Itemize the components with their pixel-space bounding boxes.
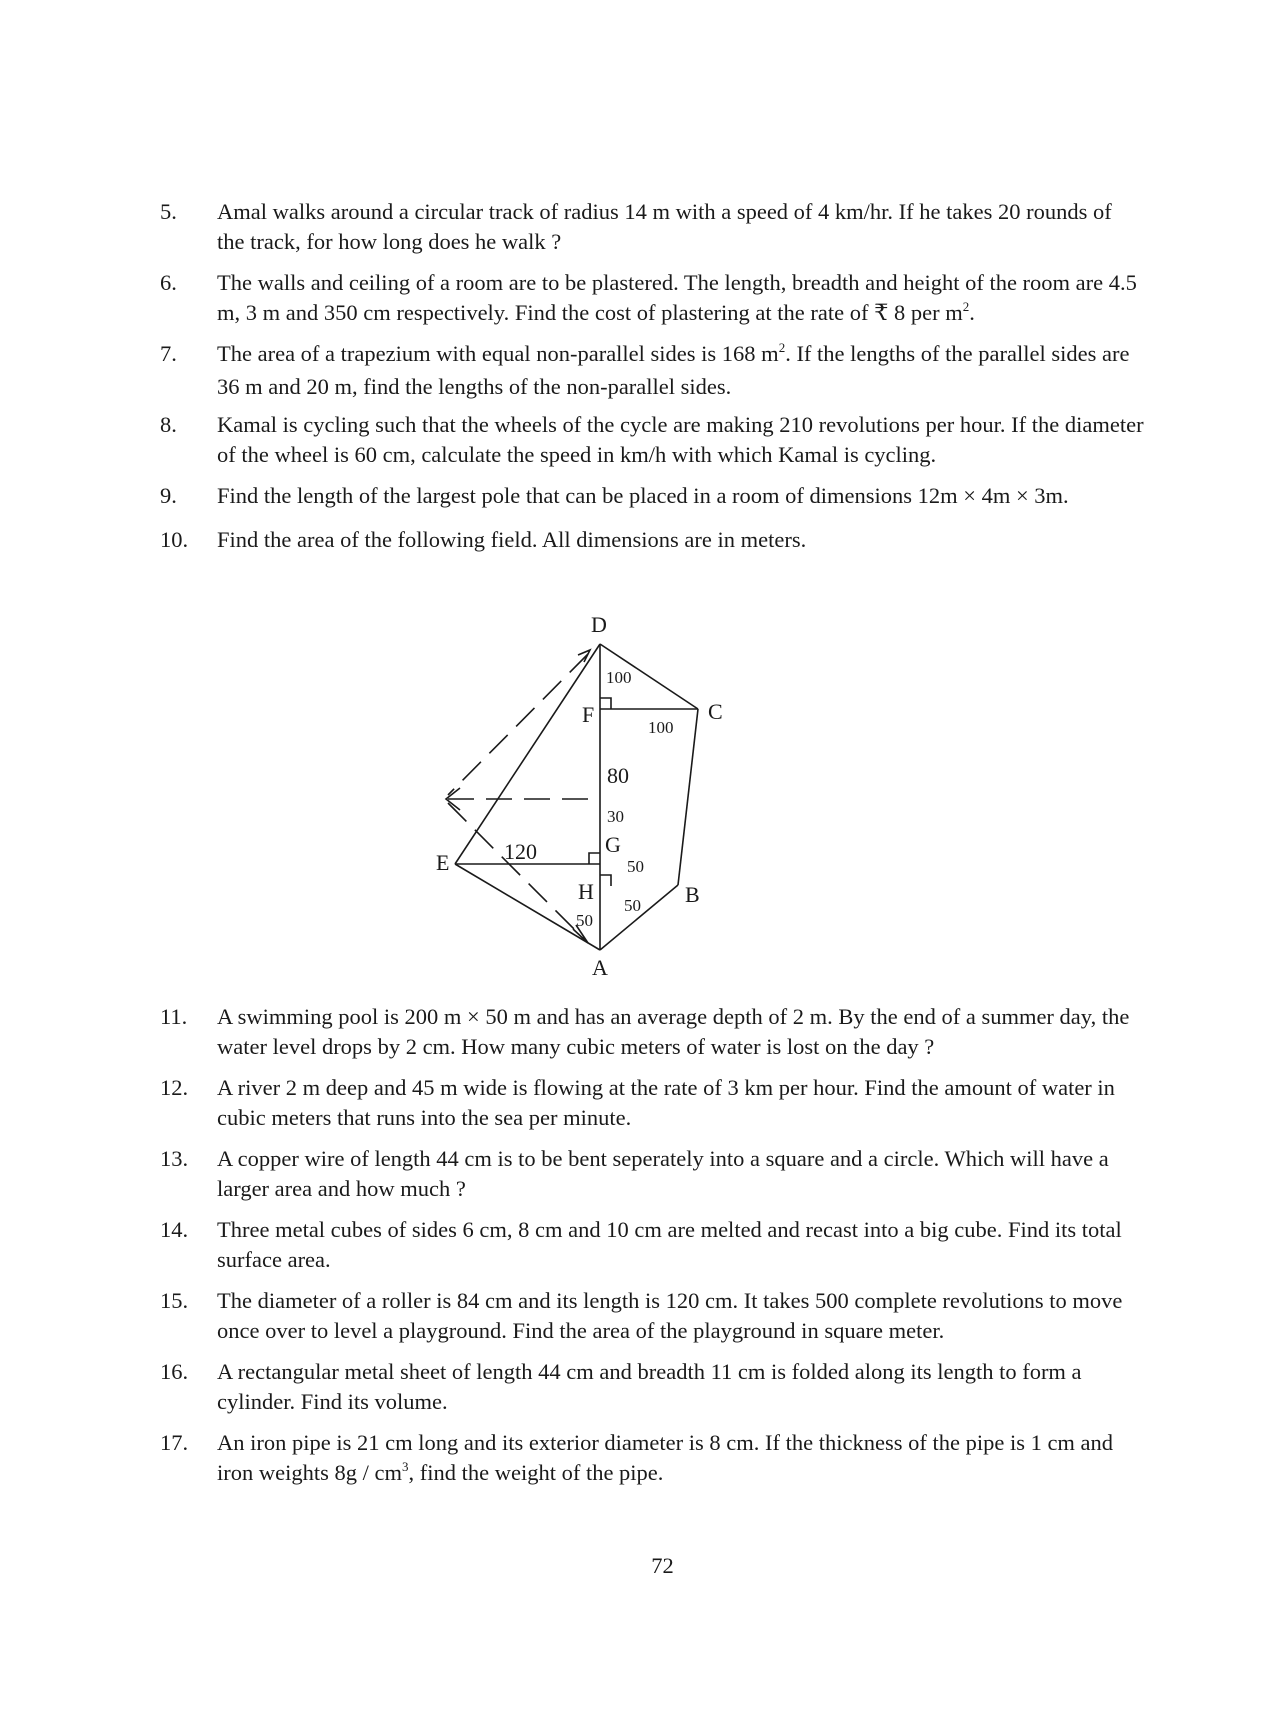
question-text-line: Three metal cubes of sides 6 cm, 8 cm and 10 cm are melted and recast into a big cube. Find its total [217, 1217, 1122, 1242]
right-angle-g [600, 875, 611, 886]
question-number: 13. [160, 1146, 189, 1171]
dimension-gb: 50 [627, 857, 644, 876]
question-number: 14. [160, 1217, 189, 1242]
question-number: 10. [160, 527, 189, 552]
question-text-line: An iron pipe is 21 cm long and its exterior diameter is 8 cm. If the thickness of the pipe is 1 cm and [217, 1430, 1114, 1455]
question-text-line: m, 3 m and 350 cm respectively. Find the cost of plastering at the rate of ₹ 8 per $m^2$. [217, 299, 975, 325]
arrow-head-down [573, 925, 588, 943]
superscript: 3 [401, 1459, 409, 1474]
label-h: H [578, 879, 594, 904]
question-text-line: cylinder. Find its volume. [217, 1389, 448, 1414]
dimension-eh: 120 [504, 839, 537, 864]
question-text-line: The walls and ceiling of a room are to be plastered. The length, breadth and height of the room are 4.5 [217, 270, 1137, 295]
question-number: 6. [160, 270, 177, 295]
question-number: 8. [160, 412, 177, 437]
question-text-line: cubic meters that runs into the sea per minute. [217, 1105, 632, 1130]
label-a: A [592, 955, 608, 980]
label-e: E [436, 850, 450, 875]
question-number: 7. [160, 341, 177, 366]
question-number: 16. [160, 1359, 189, 1384]
page-number: 72 [651, 1553, 674, 1578]
superscript: 2 [962, 299, 970, 314]
dashed-line-upper [448, 654, 588, 795]
question-number: 5. [160, 199, 177, 224]
label-b: B [685, 882, 700, 907]
dimension-df: 100 [606, 668, 632, 687]
question-number: 17. [160, 1430, 189, 1455]
question-text-line: Kamal is cycling such that the wheels of the cycle are making 210 revolutions per hour. If the diameter [217, 412, 1144, 437]
question-text-line: Amal walks around a circular track of radius 14 m with a speed of 4 km/hr. If he takes 20 rounds of [217, 199, 1112, 224]
edge-cb [678, 709, 698, 885]
question-text-line: A rectangular metal sheet of length 44 cm and breadth 11 cm is folded along its length to form a [217, 1359, 1082, 1384]
edge-ae [455, 864, 600, 950]
question-text-line: A river 2 m deep and 45 m wide is flowing at the rate of 3 km per hour. Find the amount of water in [217, 1075, 1115, 1100]
question-text-line: the track, for how long does he walk ? [217, 229, 562, 254]
label-d: D [591, 612, 607, 637]
dimension-fc: 100 [648, 718, 674, 737]
question-number: 11. [160, 1004, 188, 1029]
right-angle-f [600, 698, 611, 709]
question-text-line: larger area and how much ? [217, 1176, 466, 1201]
dimension-g-upper: 30 [607, 807, 624, 826]
question-text-line: The area of a trapezium with equal non-parallel sides is 168 $m^2$. If the lengths of the parallel sides are [217, 340, 1130, 366]
edge-ba [600, 885, 678, 950]
question-text-line: Find the area of the following field. All dimensions are in meters. [217, 527, 807, 552]
question-text-line: once over to level a playground. Find the area of the playground in square meter. [217, 1318, 945, 1343]
dimension-hb: 50 [624, 896, 641, 915]
question-number: 9. [160, 483, 177, 508]
question-text-line: The diameter of a roller is 84 cm and its length is 120 cm. It takes 500 complete revolutions to move [217, 1288, 1123, 1313]
question-text-line: iron weights $8g / cm^3$, find the weight of the pipe. [217, 1459, 664, 1485]
dimension-ha: 50 [576, 911, 593, 930]
question-text-line: surface area. [217, 1247, 331, 1272]
label-g: G [605, 832, 621, 857]
question-number: 15. [160, 1288, 189, 1313]
question-text-line: A swimming pool is 200 m × 50 m and has an average depth of 2 m. By the end of a summer day, the [217, 1004, 1130, 1029]
question-text-line: 36 m and 20 m, find the lengths of the non-parallel sides. [217, 374, 732, 399]
label-f: F [582, 702, 595, 727]
superscript: 2 [778, 340, 786, 355]
right-angle-h [589, 853, 600, 864]
dashed-line-lower [448, 803, 585, 940]
question-text-line: of the wheel is 60 cm, calculate the speed in km/h with which Kamal is cycling. [217, 442, 937, 467]
question-text-line: A copper wire of length 44 cm is to be bent seperately into a square and a circle. Which will have a [217, 1146, 1109, 1171]
label-c: C [708, 699, 723, 724]
arrow-head-left [446, 788, 460, 810]
arrow-head-up [578, 650, 590, 662]
edge-dc [600, 644, 698, 709]
question-number: 12. [160, 1075, 189, 1100]
question-text-line: Find the length of the largest pole that can be placed in a room of dimensions 12m × 4m × 3m. [217, 483, 1069, 508]
dimension-fg: 80 [607, 763, 629, 788]
edge-ed [455, 644, 600, 864]
question-text-line: water level drops by 2 cm. How many cubic meters of water is lost on the day ? [217, 1034, 935, 1059]
